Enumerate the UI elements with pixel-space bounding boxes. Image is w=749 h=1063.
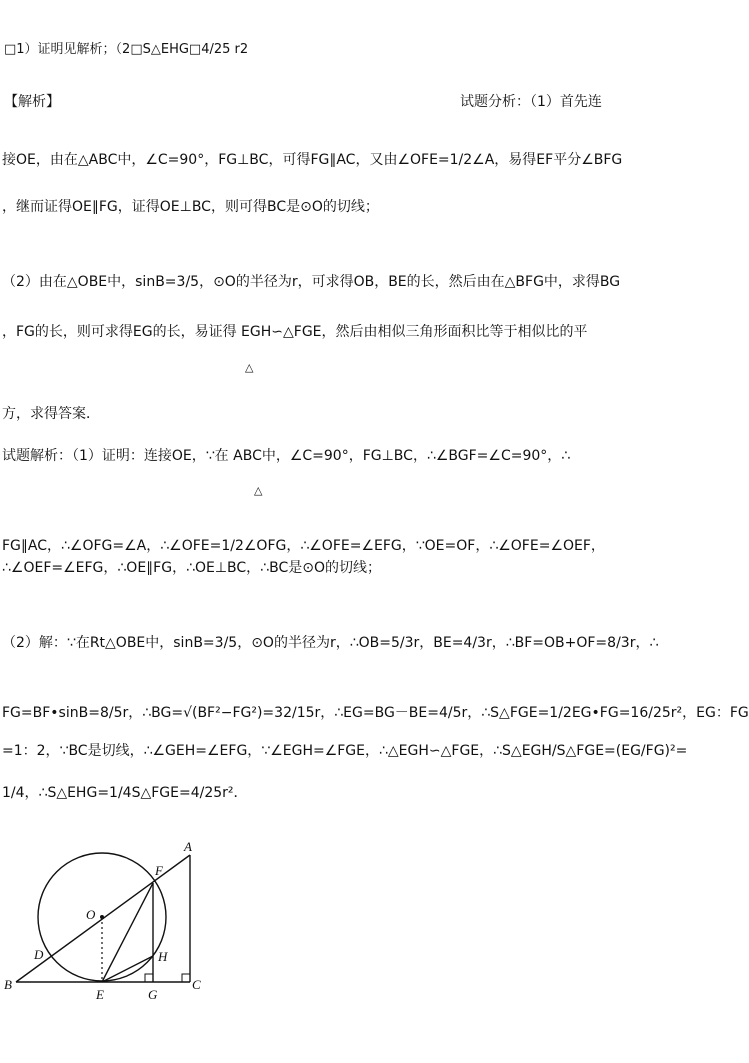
analysis-line-2: ，继而证得OE∥FG，证得OE⊥BC，则可得BC是⊙O的切线； [2,199,379,215]
line-ef [102,883,153,982]
label-b: B [4,977,12,992]
label-e: E [96,987,104,1002]
analysis-heading: 【解析】 [4,94,60,110]
solution-line-7: 1/4，∴S△EHG=1/4S△FGE=4/25r²． [2,785,248,801]
label-d: D [34,947,44,962]
label-f: F [155,863,163,878]
solution-line-1: 试题解析：（1）证明：连接OE，∵在 ABC中，∠C=90°，FG⊥BC，∴∠BGF=∠C=90°，∴ [2,448,571,464]
answer-line: □1）证明见解析；（2□S△EHG□4/25 r2 [4,42,249,57]
solution-triangle-mark: △ [254,484,263,497]
label-h: H [158,949,168,964]
solution-line-5: FG=BF•sinB=8/5r，∴BG=√(BF²−FG²)=32/15r，∴EG=BG－BE=4/5r，∴S△FGE=1/2EG•FG=16/25r²，EG：FG [2,705,749,721]
analysis-right-label: 试题分析：（1）首先连 [460,94,602,110]
analysis-line-1: 接OE，由在△ABC中，∠C=90°，FG⊥BC，可得FG∥AC，又由∠OFE=1/2∠A，易得EF平分∠BFG [2,152,623,168]
analysis-line-5: 方，求得答案． [2,406,100,422]
analysis-line-3: （2）由在△OBE中，sinB=3/5，⊙O的半径为r，可求得OB，BE的长，然后由在△BFG中，求得BG [2,274,621,290]
label-o: O [86,907,96,922]
label-g: G [148,987,158,1002]
solution-line-3: ∴∠OEF=∠EFG，∴OE∥FG，∴OE⊥BC，∴BC是⊙O的切线； [2,560,381,576]
label-c: C [192,977,201,992]
point-o [100,915,104,919]
analysis-triangle-mark: △ [245,361,254,374]
right-angle-c [182,974,190,982]
label-a: A [184,839,192,854]
solution-line-6: =1：2，∵BC是切线，∴∠GEH=∠EFG，∵∠EGH=∠FGE，∴△EGH∽△FGE，∴S△EGH/S△FGE=(EG/FG)²= [2,743,688,759]
solution-line-2: FG∥AC，∴∠OFG=∠A，∴∠OFE=1/2∠OFG，∴∠OFE=∠EFG，∵OE=OF，∴∠OFE=∠OEF， [2,538,605,554]
geometry-figure [0,835,220,1035]
solution-line-4: （2）解：∵在Rt△OBE中，sinB=3/5，⊙O的半径为r，∴OB=5/3r，BE=4/3r，∴BF=OB+OF=8/3r，∴ [2,635,659,651]
right-angle-g [145,974,153,982]
analysis-line-4: ，FG的长，则可求得EG的长，易证得 EGH∽△FGE，然后由相似三角形面积比等于相似比的平 [2,324,588,340]
